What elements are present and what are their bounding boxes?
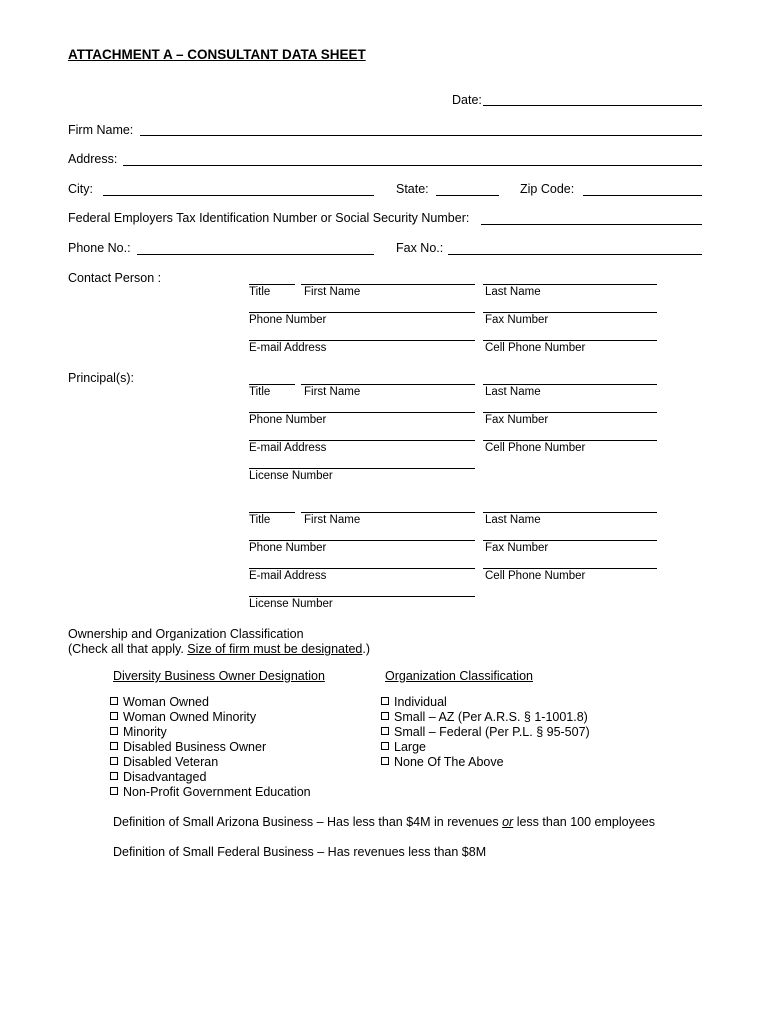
diversity-item-minority[interactable]: Minority xyxy=(110,725,167,739)
phone-label: Phone No.: xyxy=(68,241,131,255)
principal1-fax-caption: Fax Number xyxy=(485,414,549,426)
contact-title-field[interactable] xyxy=(249,284,295,285)
contact-phone-field[interactable] xyxy=(249,312,475,313)
principal2-phone-caption: Phone Number xyxy=(249,542,327,554)
state-label: State: xyxy=(396,182,429,196)
checkbox[interactable] xyxy=(381,727,389,735)
fax-label: Fax No.: xyxy=(396,241,444,255)
contact-fax-caption: Fax Number xyxy=(485,314,549,326)
contact-last-name-caption: Last Name xyxy=(485,286,541,298)
checkbox[interactable] xyxy=(381,712,389,720)
diversity-item-woman-owned-minority[interactable]: Woman Owned Minority xyxy=(110,710,256,724)
address-field[interactable] xyxy=(123,165,702,166)
city-field[interactable] xyxy=(103,195,374,196)
principal2-cell-caption: Cell Phone Number xyxy=(485,570,586,582)
checkbox[interactable] xyxy=(110,787,118,795)
principal2-first-name-caption: First Name xyxy=(304,514,361,526)
contact-last-name-field[interactable] xyxy=(483,284,657,285)
principal2-first-name-field[interactable] xyxy=(301,512,475,513)
definition-or-emphasis: or xyxy=(502,815,514,829)
address-label: Address: xyxy=(68,152,118,166)
diversity-item-woman-owned[interactable]: Woman Owned xyxy=(110,695,209,709)
ownership-note-prefix: (Check all that apply. xyxy=(68,642,188,656)
contact-cell-caption: Cell Phone Number xyxy=(485,342,586,354)
principal2-license-field[interactable] xyxy=(249,596,475,597)
org-item-small-federal[interactable]: Small – Federal (Per P.L. § 95-507) xyxy=(381,725,590,739)
principal2-fax-caption: Fax Number xyxy=(485,542,549,554)
principal2-email-field[interactable] xyxy=(249,568,475,569)
checkbox[interactable] xyxy=(110,712,118,720)
principal2-title-field[interactable] xyxy=(249,512,295,513)
principal1-cell-field[interactable] xyxy=(483,440,657,441)
diversity-heading: Diversity Business Owner Designation xyxy=(113,669,325,683)
principal1-title-caption: Title xyxy=(249,386,271,398)
checkbox[interactable] xyxy=(110,727,118,735)
contact-phone-caption: Phone Number xyxy=(249,314,327,326)
principal1-license-field[interactable] xyxy=(249,468,475,469)
org-classification-heading: Organization Classification xyxy=(385,669,533,683)
principal1-last-name-caption: Last Name xyxy=(485,386,541,398)
ownership-note-suffix: .) xyxy=(362,642,371,656)
principal1-fax-field[interactable] xyxy=(483,412,657,413)
zip-field[interactable] xyxy=(583,195,702,196)
fax-field[interactable] xyxy=(448,254,702,255)
page-title: ATTACHMENT A – CONSULTANT DATA SHEET xyxy=(68,47,366,62)
contact-fax-field[interactable] xyxy=(483,312,657,313)
firm-name-field[interactable] xyxy=(140,135,702,136)
org-item-large[interactable]: Large xyxy=(381,740,426,754)
ownership-note xyxy=(68,642,370,656)
state-field[interactable] xyxy=(436,195,499,196)
checkbox[interactable] xyxy=(381,697,389,705)
ownership-heading: Ownership and Organization Classification xyxy=(68,627,304,641)
principal1-phone-field[interactable] xyxy=(249,412,475,413)
principal2-last-name-caption: Last Name xyxy=(485,514,541,526)
principal1-title-field[interactable] xyxy=(249,384,295,385)
principal1-last-name-field[interactable] xyxy=(483,384,657,385)
diversity-item-disabled-business-owner[interactable]: Disabled Business Owner xyxy=(110,740,266,754)
principal1-first-name-caption: First Name xyxy=(304,386,361,398)
org-item-small-az[interactable]: Small – AZ (Per A.R.S. § 1-1001.8) xyxy=(381,710,588,724)
contact-email-field[interactable] xyxy=(249,340,475,341)
principal2-license-caption: License Number xyxy=(249,598,333,610)
diversity-item-disabled-veteran[interactable]: Disabled Veteran xyxy=(110,755,218,769)
contact-email-caption: E-mail Address xyxy=(249,342,327,354)
contact-title-caption: Title xyxy=(249,286,271,298)
checkbox[interactable] xyxy=(110,757,118,765)
principal2-email-caption: E-mail Address xyxy=(249,570,327,582)
diversity-item-non-profit[interactable]: Non-Profit Government Education xyxy=(110,785,311,799)
checkbox[interactable] xyxy=(110,742,118,750)
principal1-email-field[interactable] xyxy=(249,440,475,441)
contact-person-label: Contact Person : xyxy=(68,271,162,285)
city-label: City: xyxy=(68,182,93,196)
date-field[interactable] xyxy=(483,105,702,106)
principal2-fax-field[interactable] xyxy=(483,540,657,541)
fein-label: Federal Employers Tax Identification Number or Social Security Number: xyxy=(68,211,470,225)
checkbox[interactable] xyxy=(110,772,118,780)
ownership-note-underlined: Size of firm must be designated xyxy=(187,642,363,656)
checkbox[interactable] xyxy=(110,697,118,705)
fein-field[interactable] xyxy=(481,224,702,225)
principal2-cell-field[interactable] xyxy=(483,568,657,569)
principal1-phone-caption: Phone Number xyxy=(249,414,327,426)
principal2-title-caption: Title xyxy=(249,514,271,526)
checkbox[interactable] xyxy=(381,742,389,750)
contact-cell-field[interactable] xyxy=(483,340,657,341)
definition-small-federal: Definition of Small Federal Business – Has revenues less than $8M xyxy=(113,845,487,859)
diversity-item-disadvantaged[interactable]: Disadvantaged xyxy=(110,770,206,784)
date-label: Date: xyxy=(452,93,482,107)
checkbox[interactable] xyxy=(381,757,389,765)
principals-label: Principal(s): xyxy=(68,371,134,385)
org-item-none[interactable]: None Of The Above xyxy=(381,755,504,769)
definition-small-arizona: Definition of Small Arizona Business – Has less than $4M in revenues or less than 100 employees xyxy=(113,815,655,829)
zip-label: Zip Code: xyxy=(520,182,575,196)
org-item-individual[interactable]: Individual xyxy=(381,695,447,709)
phone-field[interactable] xyxy=(137,254,374,255)
principal1-license-caption: License Number xyxy=(249,470,333,482)
principal1-email-caption: E-mail Address xyxy=(249,442,327,454)
principal1-cell-caption: Cell Phone Number xyxy=(485,442,586,454)
principal2-phone-field[interactable] xyxy=(249,540,475,541)
principal1-first-name-field[interactable] xyxy=(301,384,475,385)
firm-name-label: Firm Name: xyxy=(68,123,134,137)
principal2-last-name-field[interactable] xyxy=(483,512,657,513)
contact-first-name-field[interactable] xyxy=(301,284,475,285)
contact-first-name-caption: First Name xyxy=(304,286,361,298)
